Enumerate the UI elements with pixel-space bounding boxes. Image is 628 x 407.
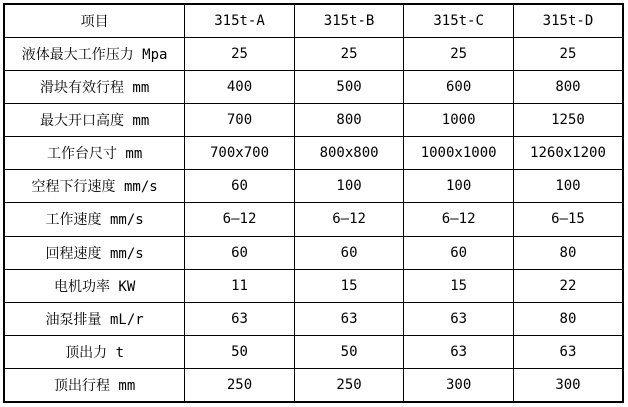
cell-value: 600 [404,71,514,104]
cell-value: 63 [404,335,514,368]
cell-value: 300 [404,368,514,402]
cell-value: 25 [185,38,295,71]
cell-value: 15 [294,269,404,302]
cell-value: 800 [294,104,404,137]
cell-value: 25 [404,38,514,71]
cell-value: 50 [294,335,404,368]
table-row [4,368,623,402]
row-label: 回程速度 mm/s [4,236,185,269]
table-row [4,302,623,335]
cell-value: 6—12 [185,203,295,236]
spec-table-container [3,3,624,403]
cell-value: 800x800 [294,137,404,170]
cell-value: 60 [185,170,295,203]
row-label: 电机功率 KW [4,269,185,302]
cell-value: 63 [294,302,404,335]
table-row [4,71,623,104]
cell-value: 80 [513,302,623,335]
cell-value: 63 [185,302,295,335]
cell-value: 100 [294,170,404,203]
header-model-b: 315t-B [294,4,404,38]
cell-value: 22 [513,269,623,302]
row-label: 空程下行速度 mm/s [4,170,185,203]
table-row [4,335,623,368]
table-row [4,203,623,236]
row-label: 顶出行程 mm [4,368,185,402]
cell-value: 1000x1000 [404,137,514,170]
cell-value: 11 [185,269,295,302]
cell-value: 250 [294,368,404,402]
cell-value: 60 [404,236,514,269]
cell-value: 100 [513,170,623,203]
cell-value: 250 [185,368,295,402]
header-model-a: 315t-A [185,4,295,38]
table-row [4,269,623,302]
cell-value: 6—15 [513,203,623,236]
row-label: 油泵排量 mL/r [4,302,185,335]
header-model-c: 315t-C [404,4,514,38]
cell-value: 800 [513,71,623,104]
header-row [4,4,623,38]
table-row [4,236,623,269]
cell-value: 50 [185,335,295,368]
cell-value: 6—12 [294,203,404,236]
cell-value: 700 [185,104,295,137]
cell-value: 60 [294,236,404,269]
row-label: 工作台尺寸 mm [4,137,185,170]
row-label: 顶出力 t [4,335,185,368]
cell-value: 6—12 [404,203,514,236]
cell-value: 25 [294,38,404,71]
cell-value: 1250 [513,104,623,137]
row-label: 工作速度 mm/s [4,203,185,236]
cell-value: 300 [513,368,623,402]
cell-value: 1000 [404,104,514,137]
table-row [4,38,623,71]
cell-value: 63 [513,335,623,368]
cell-value: 63 [404,302,514,335]
cell-value: 1260x1200 [513,137,623,170]
spec-table [3,3,624,403]
row-label: 滑块有效行程 mm [4,71,185,104]
cell-value: 100 [404,170,514,203]
cell-value: 15 [404,269,514,302]
cell-value: 60 [185,236,295,269]
row-label: 最大开口高度 mm [4,104,185,137]
cell-value: 500 [294,71,404,104]
header-item: 项目 [4,4,185,38]
header-model-d: 315t-D [513,4,623,38]
cell-value: 700x700 [185,137,295,170]
table-row [4,104,623,137]
table-row [4,137,623,170]
cell-value: 400 [185,71,295,104]
cell-value: 80 [513,236,623,269]
row-label: 液体最大工作压力 Mpa [4,38,185,71]
table-row [4,170,623,203]
cell-value: 25 [513,38,623,71]
